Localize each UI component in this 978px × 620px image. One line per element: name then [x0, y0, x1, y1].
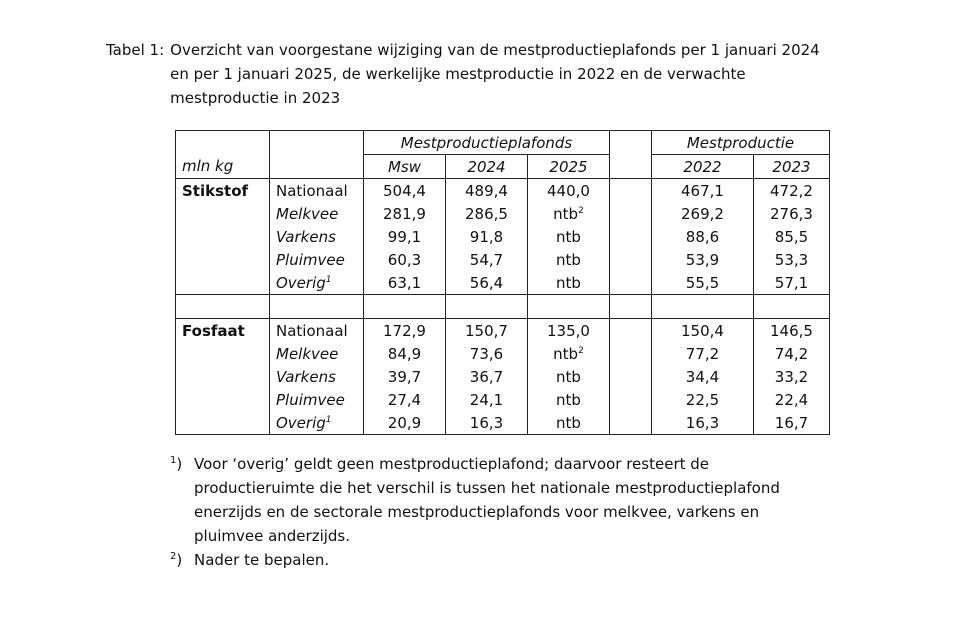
cell-msw: 504,4 [364, 179, 446, 203]
caption-label: Tabel 1: [106, 41, 165, 59]
spacer-cell [610, 319, 652, 343]
section-spacer [176, 342, 270, 365]
cell-2023: 53,3 [754, 248, 830, 271]
cell-msw: 27,4 [364, 388, 446, 411]
table-row [176, 388, 830, 411]
cell-2025-value: ntb [553, 204, 579, 223]
cell-2023: 472,2 [754, 179, 830, 203]
cell-2023: 146,5 [754, 319, 830, 343]
cell-2023: 33,2 [754, 365, 830, 388]
row-label-cell [270, 411, 364, 435]
cell-msw: 172,9 [364, 319, 446, 343]
col-header-msw: Msw [364, 155, 446, 179]
section-spacer [176, 202, 270, 225]
footnote-marker: 2 [170, 551, 177, 562]
cell-msw: 20,9 [364, 411, 446, 435]
cell-2025 [528, 319, 610, 343]
footnote-1: $^1$) Voor ‘overig’ geldt geen mestproductieplafond; daarvoor resteert de productieruimte die het verschil is tussen het nationale mestproductieplafond enerzijds en de sectorale mestproductieplafonds voor melkvee, varkens en pluimvee anderzijds. [170, 452, 810, 548]
cell-2025-value: ntb [556, 227, 581, 246]
cell-2022: 34,4 [652, 365, 754, 388]
footnote-text: Voor ‘overig’ geldt geen mestproductieplafond; daarvoor resteert de productieruimte die het verschil is tussen het nationale mestproductieplafond enerzijds en de sectorale mestproductieplafonds voor melkvee, varkens en pluimvee anderzijds. [194, 455, 780, 545]
cell-2022: 22,5 [652, 388, 754, 411]
spacer-cell [610, 342, 652, 365]
cell-msw: 63,1 [364, 271, 446, 295]
empty-cell [176, 295, 270, 319]
section-spacer [176, 388, 270, 411]
cell-2023: 22,4 [754, 388, 830, 411]
row-label-cell [270, 248, 364, 271]
row-label: Overig [276, 273, 326, 292]
cell-2024: 489,4 [446, 179, 528, 203]
row-label-sup: 1 [325, 414, 332, 425]
cell-msw: 39,7 [364, 365, 446, 388]
table-row [176, 179, 830, 203]
footnotes [170, 452, 810, 572]
cell-2024: 286,5 [446, 202, 528, 225]
cell-2024: 24,1 [446, 388, 528, 411]
cell-2024: 36,7 [446, 365, 528, 388]
cell-2025-value: ntb [556, 390, 581, 409]
spacer-cell [610, 388, 652, 411]
table-caption [106, 38, 826, 110]
row-label-cell [270, 225, 364, 248]
cell-2025-value: ntb [556, 250, 581, 269]
row-label: Nationaal [276, 321, 348, 340]
mest-table [175, 130, 830, 435]
row-label-cell [270, 271, 364, 295]
cell-2025-value: ntb [556, 367, 581, 386]
section-label: Stikstof [176, 179, 270, 203]
row-label: Overig [276, 413, 326, 432]
section-spacer [176, 225, 270, 248]
col-header-2025: 2025 [528, 155, 610, 179]
cell-2024: 16,3 [446, 411, 528, 435]
cell-2022: 16,3 [652, 411, 754, 435]
spacer-cell [610, 271, 652, 295]
row-label-cell [270, 365, 364, 388]
cell-2025 [528, 179, 610, 203]
col-header-2022: 2022 [652, 155, 754, 179]
row-label: Pluimvee [276, 250, 345, 269]
row-label-cell [270, 202, 364, 225]
unit-label: mln kg [176, 155, 270, 179]
group-header-plafonds: Mestproductieplafonds [364, 131, 610, 155]
spacer-cell [610, 365, 652, 388]
spacer-cell [610, 179, 652, 203]
header-row-groups [176, 131, 830, 155]
cell-2025-value: 135,0 [547, 321, 590, 340]
group-header-productie: Mestproductie [652, 131, 830, 155]
cell-2022: 77,2 [652, 342, 754, 365]
table-row [176, 225, 830, 248]
empty-cell [754, 295, 830, 319]
cell-2025 [528, 248, 610, 271]
cell-2022: 150,4 [652, 319, 754, 343]
footnote-text: Nader te bepalen. [194, 551, 330, 569]
header-row-columns [176, 155, 830, 179]
row-label-cell [270, 319, 364, 343]
cell-2025 [528, 271, 610, 295]
cell-msw: 84,9 [364, 342, 446, 365]
row-label-cell [270, 179, 364, 203]
cell-2024: 54,7 [446, 248, 528, 271]
col-header-2024: 2024 [446, 155, 528, 179]
section-spacer [176, 411, 270, 435]
section-spacer [176, 365, 270, 388]
spacer-cell [610, 248, 652, 271]
cell-2023: 276,3 [754, 202, 830, 225]
row-label: Varkens [276, 367, 336, 386]
footnote-2: $^2$) Nader te bepalen. [170, 548, 810, 572]
cell-2025 [528, 388, 610, 411]
row-label-cell [270, 342, 364, 365]
cell-2025 [528, 202, 610, 225]
cell-msw: 281,9 [364, 202, 446, 225]
row-label: Pluimvee [276, 390, 345, 409]
table-row [176, 319, 830, 343]
cell-2025 [528, 225, 610, 248]
section-spacer [176, 271, 270, 295]
cell-2023: 57,1 [754, 271, 830, 295]
row-label-cell [270, 388, 364, 411]
empty-cell [364, 295, 446, 319]
cell-2022: 269,2 [652, 202, 754, 225]
cell-2025-sup: 2 [578, 345, 584, 356]
cell-2025 [528, 365, 610, 388]
empty-cell [446, 295, 528, 319]
cell-2023: 85,5 [754, 225, 830, 248]
caption-text: Overzicht van voorgestane wijziging van de mestproductieplafonds per 1 januari 2024 en per 1 januari 2025, de werkelijke mestproductie in 2022 en de verwachte mestproductie in 2023 [170, 41, 820, 107]
cell-2022: 467,1 [652, 179, 754, 203]
cell-2022: 53,9 [652, 248, 754, 271]
empty-cell [528, 295, 610, 319]
cell-2024: 91,8 [446, 225, 528, 248]
cell-2024: 56,4 [446, 271, 528, 295]
row-label: Nationaal [276, 181, 348, 200]
col-header-2023: 2023 [754, 155, 830, 179]
cell-2023: 16,7 [754, 411, 830, 435]
row-label: Varkens [276, 227, 336, 246]
cell-2025-value: 440,0 [547, 181, 590, 200]
cell-2025-sup: 2 [578, 205, 584, 216]
table-row [176, 271, 830, 295]
table-row [176, 411, 830, 435]
empty-cell [270, 295, 364, 319]
table-row [176, 365, 830, 388]
table-row [176, 202, 830, 225]
footnote-marker: 1 [170, 455, 177, 466]
empty-cell [652, 295, 754, 319]
cell-2025 [528, 342, 610, 365]
cell-2025-value: ntb [556, 413, 581, 432]
table-row [176, 342, 830, 365]
cell-2022: 88,6 [652, 225, 754, 248]
cell-2025 [528, 411, 610, 435]
section-spacer [176, 248, 270, 271]
spacer-cell [610, 202, 652, 225]
cell-msw: 60,3 [364, 248, 446, 271]
section-label: Fosfaat [176, 319, 270, 343]
cell-2024: 73,6 [446, 342, 528, 365]
spacer-cell [610, 411, 652, 435]
cell-2022: 55,5 [652, 271, 754, 295]
row-label: Melkvee [276, 344, 339, 363]
table-row [176, 248, 830, 271]
spacer-cell [610, 225, 652, 248]
row-label-sup: 1 [325, 274, 332, 285]
cell-2024: 150,7 [446, 319, 528, 343]
section-gap-row [176, 295, 830, 319]
row-label: Melkvee [276, 204, 339, 223]
cell-2025-value: ntb [553, 344, 579, 363]
cell-msw: 99,1 [364, 225, 446, 248]
empty-cell [610, 295, 652, 319]
cell-2023: 74,2 [754, 342, 830, 365]
cell-2025-value: ntb [556, 273, 581, 292]
